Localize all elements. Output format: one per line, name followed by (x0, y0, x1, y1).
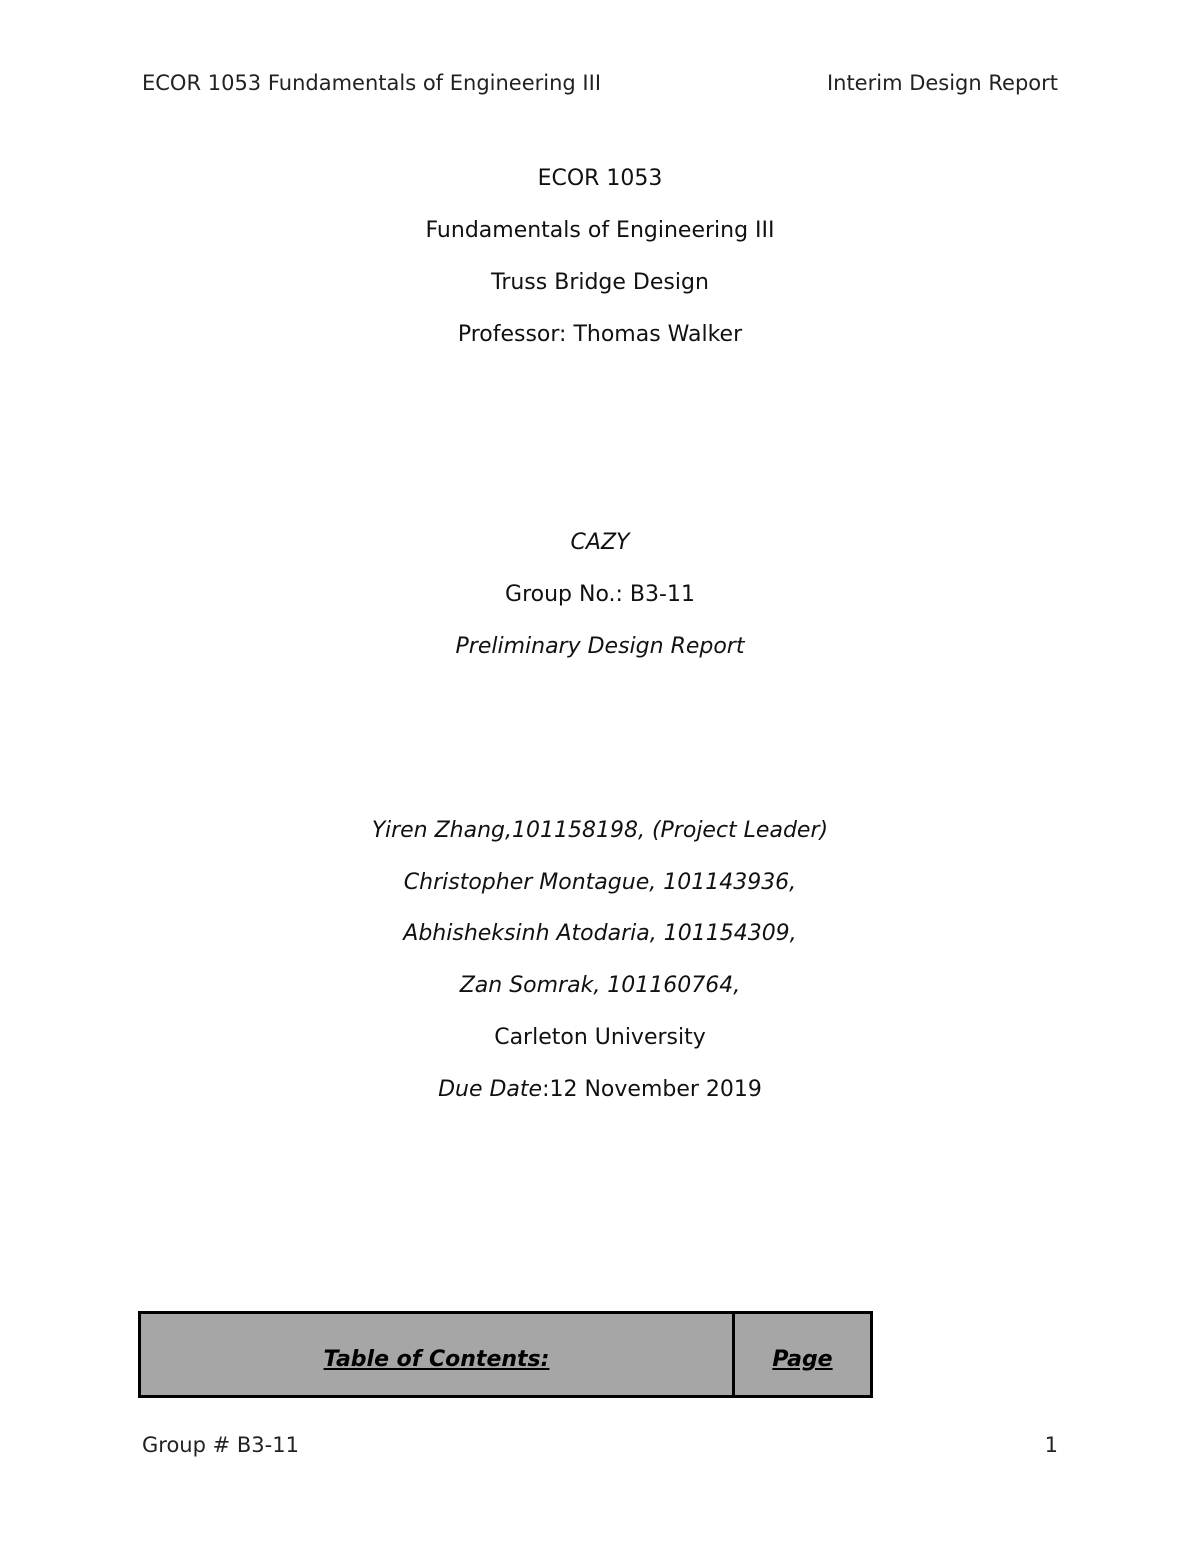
member-1: Yiren Zhang,101158198, (Project Leader) (371, 818, 829, 843)
team-name: CAZY (570, 530, 630, 555)
professor-name: Professor: Thomas Walker (457, 322, 743, 347)
toc-heading: Table of Contents: (141, 1314, 735, 1395)
due-date-value: :12 November 2019 (542, 1077, 762, 1102)
footer-group: Group # B3-11 (142, 1433, 299, 1457)
table-of-contents-header (138, 1311, 873, 1398)
report-type: Preliminary Design Report (455, 634, 745, 659)
due-date (0, 1077, 1200, 1102)
running-header-report-type: Interim Design Report (826, 71, 1058, 95)
group-number: Group No.: B3-11 (505, 582, 695, 607)
course-code: ECOR 1053 (537, 166, 663, 191)
page-number: 1 (1044, 1433, 1058, 1457)
toc-page-heading: Page (772, 1347, 833, 1372)
member-2: Christopher Montague, 101143936, (403, 870, 797, 895)
running-header-course: ECOR 1053 Fundamentals of Engineering III (142, 71, 602, 95)
member-3: Abhisheksinh Atodaria, 101154309, (403, 921, 797, 946)
due-date-label: Due Date (438, 1077, 543, 1102)
institution: Carleton University (494, 1025, 706, 1050)
project-title: Truss Bridge Design (491, 270, 709, 295)
course-name: Fundamentals of Engineering III (425, 218, 775, 243)
member-4: Zan Somrak, 101160764, (459, 973, 741, 998)
